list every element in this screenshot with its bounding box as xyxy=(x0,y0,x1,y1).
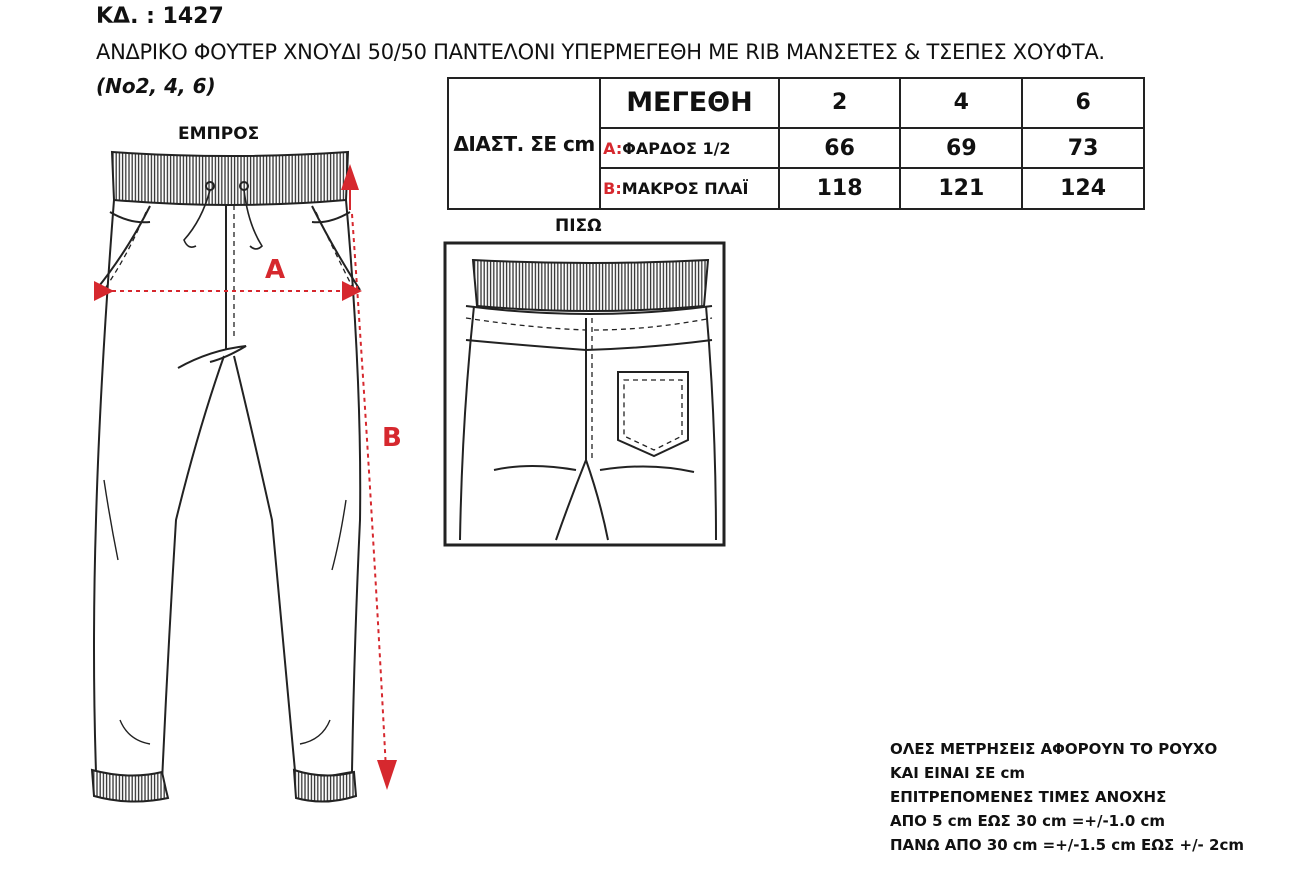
value-cell: 124 xyxy=(1022,168,1144,209)
back-waistband xyxy=(473,260,708,311)
front-left-cuff xyxy=(92,770,168,802)
product-code: ΚΔ. : 1427 xyxy=(96,4,224,29)
front-right-leg xyxy=(234,200,360,782)
back-pants-drawing xyxy=(445,243,724,545)
note-line: ΚΑΙ ΕΙΝΑΙ ΣΕ cm xyxy=(890,764,1026,782)
size-range-note: (No2, 4, 6) xyxy=(96,74,216,98)
product-description: ΑΝΔΡΙΚΟ ΦΟΥΤΕΡ ΧΝΟΥΔΙ 50/50 ΠΑΝΤΕΛΟΝΙ ΥΠΕΡΜΕΓΕΘΗ ΜΕ RIB ΜΑΝΣΕΤΕΣ & ΤΣΕΠΕΣ ΧΟΥΦΤΑ. xyxy=(96,40,1105,64)
note-line: ΠΑΝΩ ΑΠΟ 30 cm =+/-1.5 cm ΕΩΣ +/- 2cm xyxy=(890,836,1244,854)
tolerance-notes xyxy=(890,737,1244,857)
measure-name-a: ΦΑΡΔΟΣ 1/2 xyxy=(622,138,731,158)
front-left-leg xyxy=(94,200,224,782)
value-cell: 69 xyxy=(900,128,1022,169)
sizes-header: ΜΕΓΕΘΗ xyxy=(600,78,779,128)
front-waistband xyxy=(112,152,348,205)
back-view-label: ΠΙΣΩ xyxy=(555,216,602,236)
value-cell: 73 xyxy=(1022,128,1144,169)
measure-key-b: B: xyxy=(603,179,622,199)
size-cell: 6 xyxy=(1022,78,1144,128)
value-cell: 66 xyxy=(779,128,901,169)
measure-name-b: ΜΑΚΡΟΣ ΠΛΑΪ xyxy=(621,179,749,199)
front-pants-drawing xyxy=(92,152,360,802)
marker-a-label: A xyxy=(265,255,286,285)
measurement-a xyxy=(104,255,352,291)
size-cell: 4 xyxy=(900,78,1022,128)
front-view-label: ΕΜΠΡΟΣ xyxy=(178,124,260,144)
measure-key-a: A: xyxy=(603,138,623,158)
dimensions-label: ΔΙΑΣΤ. ΣΕ cm xyxy=(448,78,600,209)
note-line: ΑΠΟ 5 cm ΕΩΣ 30 cm =+/-1.0 cm xyxy=(890,812,1166,830)
size-cell: 2 xyxy=(779,78,901,128)
value-cell: 121 xyxy=(900,168,1022,209)
note-line: ΟΛΕΣ ΜΕΤΡΗΣΕΙΣ ΑΦΟΡΟΥΝ ΤΟ ΡΟΥΧΟ xyxy=(890,740,1218,758)
marker-b-label: B xyxy=(382,423,402,453)
value-cell: 118 xyxy=(779,168,901,209)
front-right-cuff xyxy=(294,770,356,802)
note-line: ΕΠΙΤΡΕΠΟΜΕΝΕΣ ΤΙΜΕΣ ΑΝΟΧΗΣ xyxy=(890,788,1167,806)
